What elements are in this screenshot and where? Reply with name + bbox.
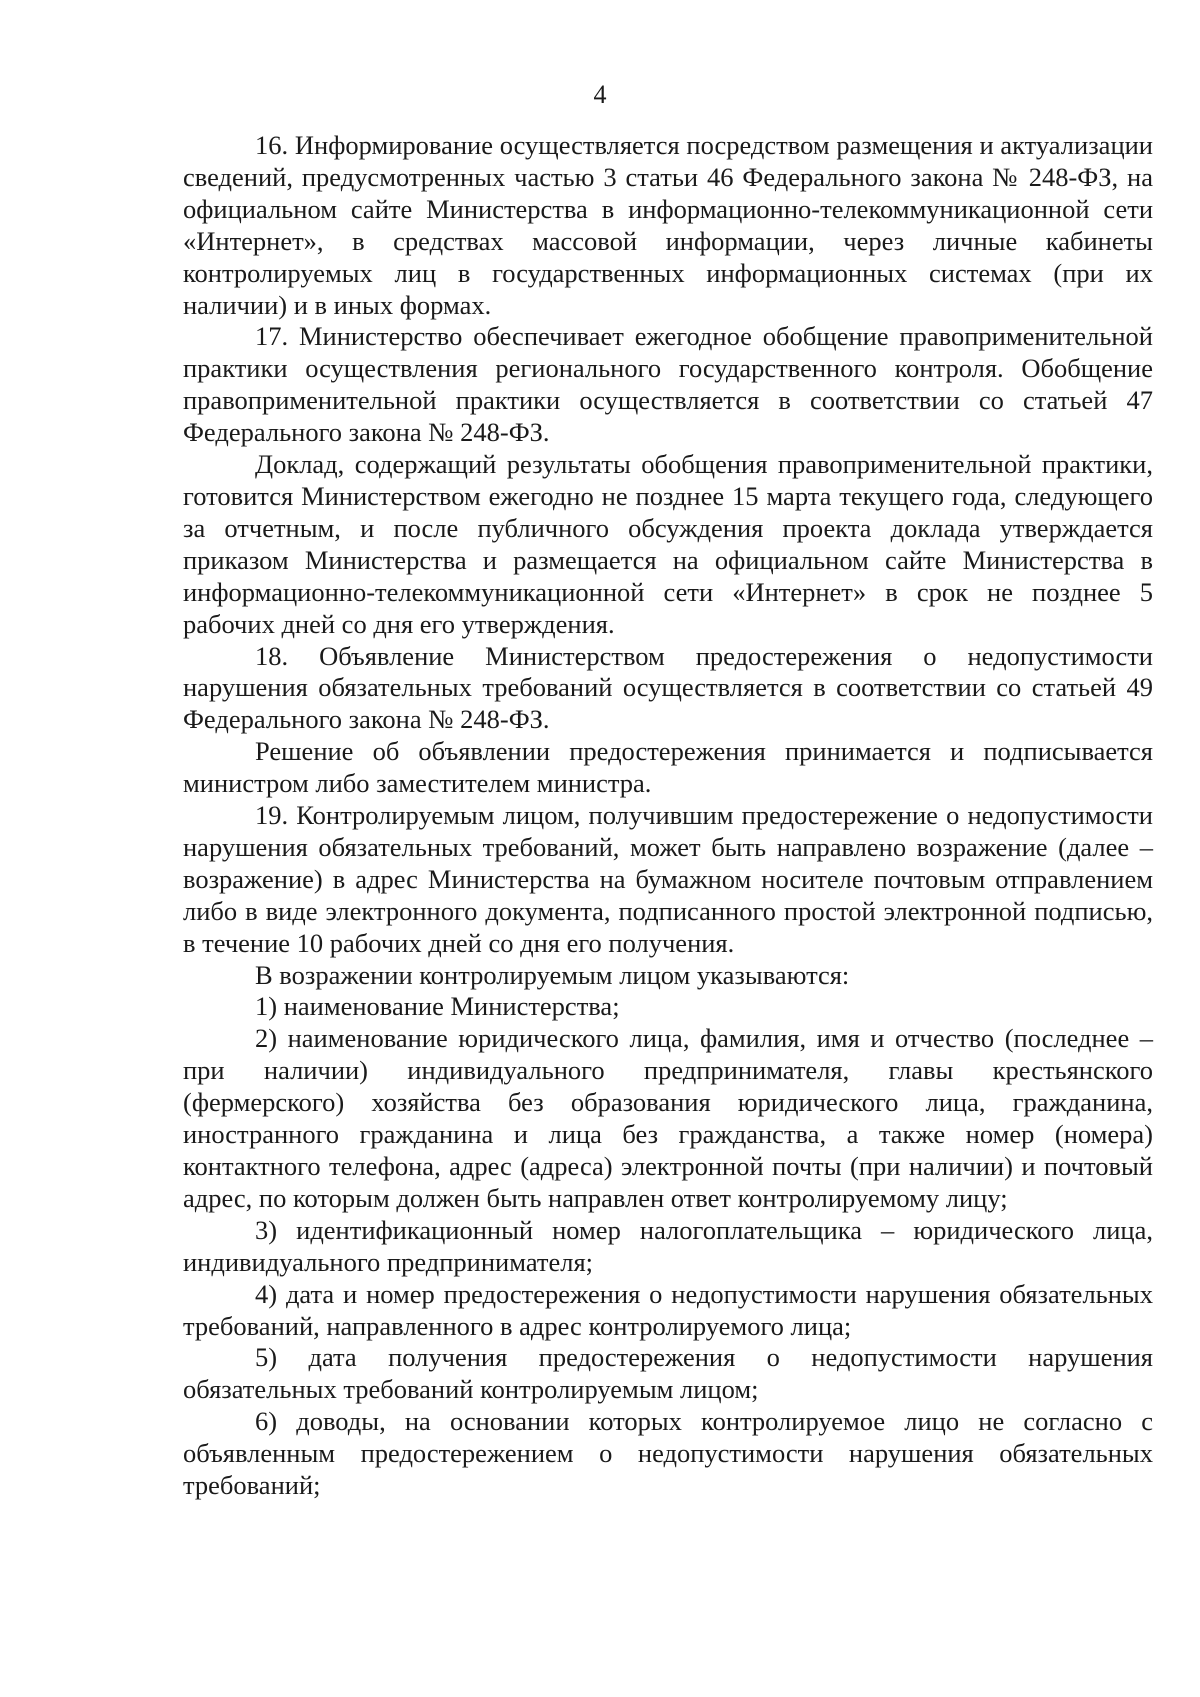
list-item-2: 2) наименование юридического лица, фамилия, имя и отчество (последнее – при наличии) индивидуального предпринимателя, главы крестьянского (фермерского) хозяйства без образования юридического лица, гражданина, иностранного гражданина и лица без гражданства, а также номер (номера) контактного телефона, адрес (адреса) электронной почты (при наличии) и почтовый адрес, по которым должен быть направлен ответ контролируемому лицу; bbox=[183, 1023, 1153, 1213]
paragraph-17: 17. Министерство обеспечивает ежегодное обобщение правоприменительной практики осуществления регионального государственного контроля. Обобщение правоприменительной практики осуществляется в соответствии со статьей 47 Федерального закона № 248-ФЗ. bbox=[183, 321, 1153, 448]
paragraph-16: 16. Информирование осуществляется посредством размещения и актуализации сведений, предусмотренных частью 3 статьи 46 Федерального закона № 248-ФЗ, на официальном сайте Министерства в информационно-телекоммуникационной сети «Интернет», в средствах массовой информации, через личные кабинеты контролируемых лиц в государственных информационных системах (при их наличии) и в иных формах. bbox=[183, 130, 1153, 320]
page-number: 4 bbox=[593, 80, 607, 109]
paragraph-18: 18. Объявление Министерством предостережения о недопустимости нарушения обязательных требований осуществляется в соответствии со статьей 49 Федерального закона № 248-ФЗ. bbox=[183, 640, 1153, 735]
list-item-3: 3) идентификационный номер налогоплательщика – юридического лица, индивидуального предпринимателя; bbox=[183, 1214, 1153, 1277]
list-item-5: 5) дата получения предостережения о недопустимости нарушения обязательных требований контролируемым лицом; bbox=[183, 1342, 1153, 1405]
list-item-6: 6) доводы, на основании которых контролируемое лицо не согласно с объявленным предостережением о недопустимости нарушения обязательных требований; bbox=[183, 1406, 1153, 1501]
paragraph-report: Доклад, содержащий результаты обобщения правоприменительной практики, готовится Министерством ежегодно не позднее 15 марта текущего года, следующего за отчетным, и после публичного обсуждения проекта доклада утверждается приказом Министерства и размещается на официальном сайте Министерства в информационно-телекоммуникационной сети «Интернет» в срок не позднее 5 рабочих дней со дня его утверждения. bbox=[183, 449, 1153, 639]
paragraph-objection-intro: В возражении контролируемым лицом указываются: bbox=[255, 959, 850, 990]
paragraph-decision: Решение об объявлении предостережения принимается и подписывается министром либо заместителем министра. bbox=[183, 736, 1153, 799]
list-item-4: 4) дата и номер предостережения о недопустимости нарушения обязательных требований, направленного в адрес контролируемого лица; bbox=[183, 1278, 1153, 1341]
paragraph-19: 19. Контролируемым лицом, получившим предостережение о недопустимости нарушения обязательных требований, может быть направлено возражение (далее – возражение) в адрес Министерства на бумажном носителе почтовым отправлением либо в виде электронного документа, подписанного простой электронной подписью, в течение 10 рабочих дней со дня его получения. bbox=[183, 800, 1153, 958]
list-item-1: 1) наименование Министерства; bbox=[255, 991, 620, 1022]
document-body bbox=[183, 130, 1153, 1502]
